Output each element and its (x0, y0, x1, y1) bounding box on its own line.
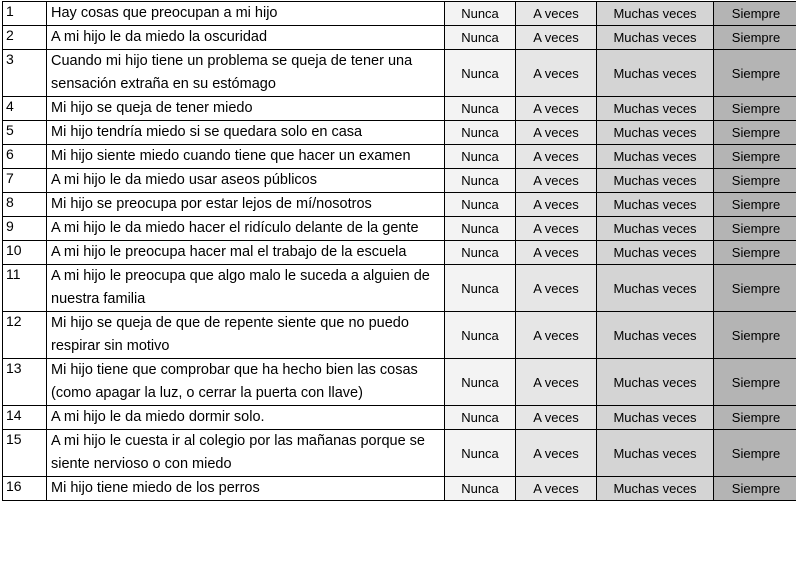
item-text: A mi hijo le da miedo hacer el ridículo delante de la gente (47, 217, 445, 241)
item-text: Hay cosas que preocupan a mi hijo (47, 2, 445, 26)
item-text: Mi hijo tiene miedo de los perros (47, 477, 445, 501)
option-siempre[interactable]: Siempre (714, 359, 796, 406)
option-nunca[interactable]: Nunca (445, 241, 516, 265)
item-number: 4 (3, 97, 47, 121)
item-text: Mi hijo se queja de tener miedo (47, 97, 445, 121)
option-a-veces[interactable]: A veces (516, 477, 597, 501)
option-muchas-veces[interactable]: Muchas veces (597, 241, 714, 265)
option-a-veces[interactable]: A veces (516, 312, 597, 359)
table-row (3, 312, 796, 359)
option-a-veces[interactable]: A veces (516, 430, 597, 477)
item-number: 8 (3, 193, 47, 217)
questionnaire (2, 1, 796, 501)
table-row (3, 241, 796, 265)
option-nunca[interactable]: Nunca (445, 97, 516, 121)
option-a-veces[interactable]: A veces (516, 406, 597, 430)
option-a-veces[interactable]: A veces (516, 193, 597, 217)
option-siempre[interactable]: Siempre (714, 217, 796, 241)
table-row (3, 145, 796, 169)
option-nunca[interactable]: Nunca (445, 217, 516, 241)
option-siempre[interactable]: Siempre (714, 430, 796, 477)
option-nunca[interactable]: Nunca (445, 193, 516, 217)
option-muchas-veces[interactable]: Muchas veces (597, 26, 714, 50)
option-muchas-veces[interactable]: Muchas veces (597, 50, 714, 97)
option-nunca[interactable]: Nunca (445, 265, 516, 312)
option-muchas-veces[interactable]: Muchas veces (597, 477, 714, 501)
option-siempre[interactable]: Siempre (714, 97, 796, 121)
option-a-veces[interactable]: A veces (516, 241, 597, 265)
item-text: A mi hijo le cuesta ir al colegio por las mañanas porque se siente nervioso o con miedo (47, 430, 445, 477)
item-number: 5 (3, 121, 47, 145)
table-row (3, 359, 796, 406)
option-siempre[interactable]: Siempre (714, 193, 796, 217)
item-text: A mi hijo le da miedo dormir solo. (47, 406, 445, 430)
option-siempre[interactable]: Siempre (714, 477, 796, 501)
option-nunca[interactable]: Nunca (445, 312, 516, 359)
item-text: A mi hijo le preocupa hacer mal el trabajo de la escuela (47, 241, 445, 265)
item-text: Mi hijo se preocupa por estar lejos de mí/nosotros (47, 193, 445, 217)
option-muchas-veces[interactable]: Muchas veces (597, 406, 714, 430)
option-siempre[interactable]: Siempre (714, 121, 796, 145)
option-muchas-veces[interactable]: Muchas veces (597, 312, 714, 359)
option-a-veces[interactable]: A veces (516, 265, 597, 312)
option-a-veces[interactable]: A veces (516, 97, 597, 121)
table-row (3, 406, 796, 430)
table-row (3, 121, 796, 145)
option-nunca[interactable]: Nunca (445, 121, 516, 145)
option-nunca[interactable]: Nunca (445, 477, 516, 501)
item-number: 3 (3, 50, 47, 97)
table-row (3, 477, 796, 501)
item-number: 2 (3, 26, 47, 50)
option-nunca[interactable]: Nunca (445, 2, 516, 26)
option-muchas-veces[interactable]: Muchas veces (597, 217, 714, 241)
option-muchas-veces[interactable]: Muchas veces (597, 430, 714, 477)
option-siempre[interactable]: Siempre (714, 145, 796, 169)
option-siempre[interactable]: Siempre (714, 169, 796, 193)
option-muchas-veces[interactable]: Muchas veces (597, 193, 714, 217)
option-a-veces[interactable]: A veces (516, 217, 597, 241)
item-number: 11 (3, 265, 47, 312)
item-text: Mi hijo siente miedo cuando tiene que hacer un examen (47, 145, 445, 169)
option-a-veces[interactable]: A veces (516, 2, 597, 26)
table-row (3, 2, 796, 26)
option-a-veces[interactable]: A veces (516, 145, 597, 169)
option-muchas-veces[interactable]: Muchas veces (597, 359, 714, 406)
option-muchas-veces[interactable]: Muchas veces (597, 145, 714, 169)
option-nunca[interactable]: Nunca (445, 145, 516, 169)
item-text: A mi hijo le da miedo la oscuridad (47, 26, 445, 50)
option-siempre[interactable]: Siempre (714, 406, 796, 430)
option-nunca[interactable]: Nunca (445, 359, 516, 406)
option-nunca[interactable]: Nunca (445, 169, 516, 193)
table-row (3, 169, 796, 193)
option-a-veces[interactable]: A veces (516, 169, 597, 193)
item-text: A mi hijo le preocupa que algo malo le suceda a alguien de nuestra familia (47, 265, 445, 312)
table-row (3, 26, 796, 50)
item-number: 9 (3, 217, 47, 241)
item-text: A mi hijo le da miedo usar aseos públicos (47, 169, 445, 193)
table-row (3, 430, 796, 477)
item-number: 15 (3, 430, 47, 477)
item-number: 13 (3, 359, 47, 406)
item-text: Cuando mi hijo tiene un problema se queja de tener una sensación extraña en su estómago (47, 50, 445, 97)
item-number: 6 (3, 145, 47, 169)
option-siempre[interactable]: Siempre (714, 50, 796, 97)
option-nunca[interactable]: Nunca (445, 26, 516, 50)
option-muchas-veces[interactable]: Muchas veces (597, 265, 714, 312)
option-muchas-veces[interactable]: Muchas veces (597, 169, 714, 193)
option-muchas-veces[interactable]: Muchas veces (597, 121, 714, 145)
item-text: Mi hijo se queja de que de repente siente que no puedo respirar sin motivo (47, 312, 445, 359)
questionnaire-table (2, 1, 796, 501)
option-muchas-veces[interactable]: Muchas veces (597, 97, 714, 121)
item-number: 1 (3, 2, 47, 26)
table-row (3, 265, 796, 312)
item-text: Mi hijo tendría miedo si se quedara solo en casa (47, 121, 445, 145)
option-nunca[interactable]: Nunca (445, 406, 516, 430)
item-number: 12 (3, 312, 47, 359)
option-a-veces[interactable]: A veces (516, 359, 597, 406)
option-a-veces[interactable]: A veces (516, 26, 597, 50)
option-siempre[interactable]: Siempre (714, 265, 796, 312)
item-number: 7 (3, 169, 47, 193)
questionnaire-body (3, 2, 796, 501)
table-row (3, 97, 796, 121)
item-number: 10 (3, 241, 47, 265)
item-number: 14 (3, 406, 47, 430)
table-row (3, 217, 796, 241)
table-row (3, 50, 796, 97)
item-number: 16 (3, 477, 47, 501)
option-siempre[interactable]: Siempre (714, 26, 796, 50)
option-muchas-veces[interactable]: Muchas veces (597, 2, 714, 26)
option-siempre[interactable]: Siempre (714, 2, 796, 26)
table-row (3, 193, 796, 217)
option-a-veces[interactable]: A veces (516, 50, 597, 97)
option-siempre[interactable]: Siempre (714, 312, 796, 359)
option-nunca[interactable]: Nunca (445, 430, 516, 477)
option-nunca[interactable]: Nunca (445, 50, 516, 97)
option-a-veces[interactable]: A veces (516, 121, 597, 145)
option-siempre[interactable]: Siempre (714, 241, 796, 265)
item-text: Mi hijo tiene que comprobar que ha hecho bien las cosas (como apagar la luz, o cerrar la puerta con llave) (47, 359, 445, 406)
